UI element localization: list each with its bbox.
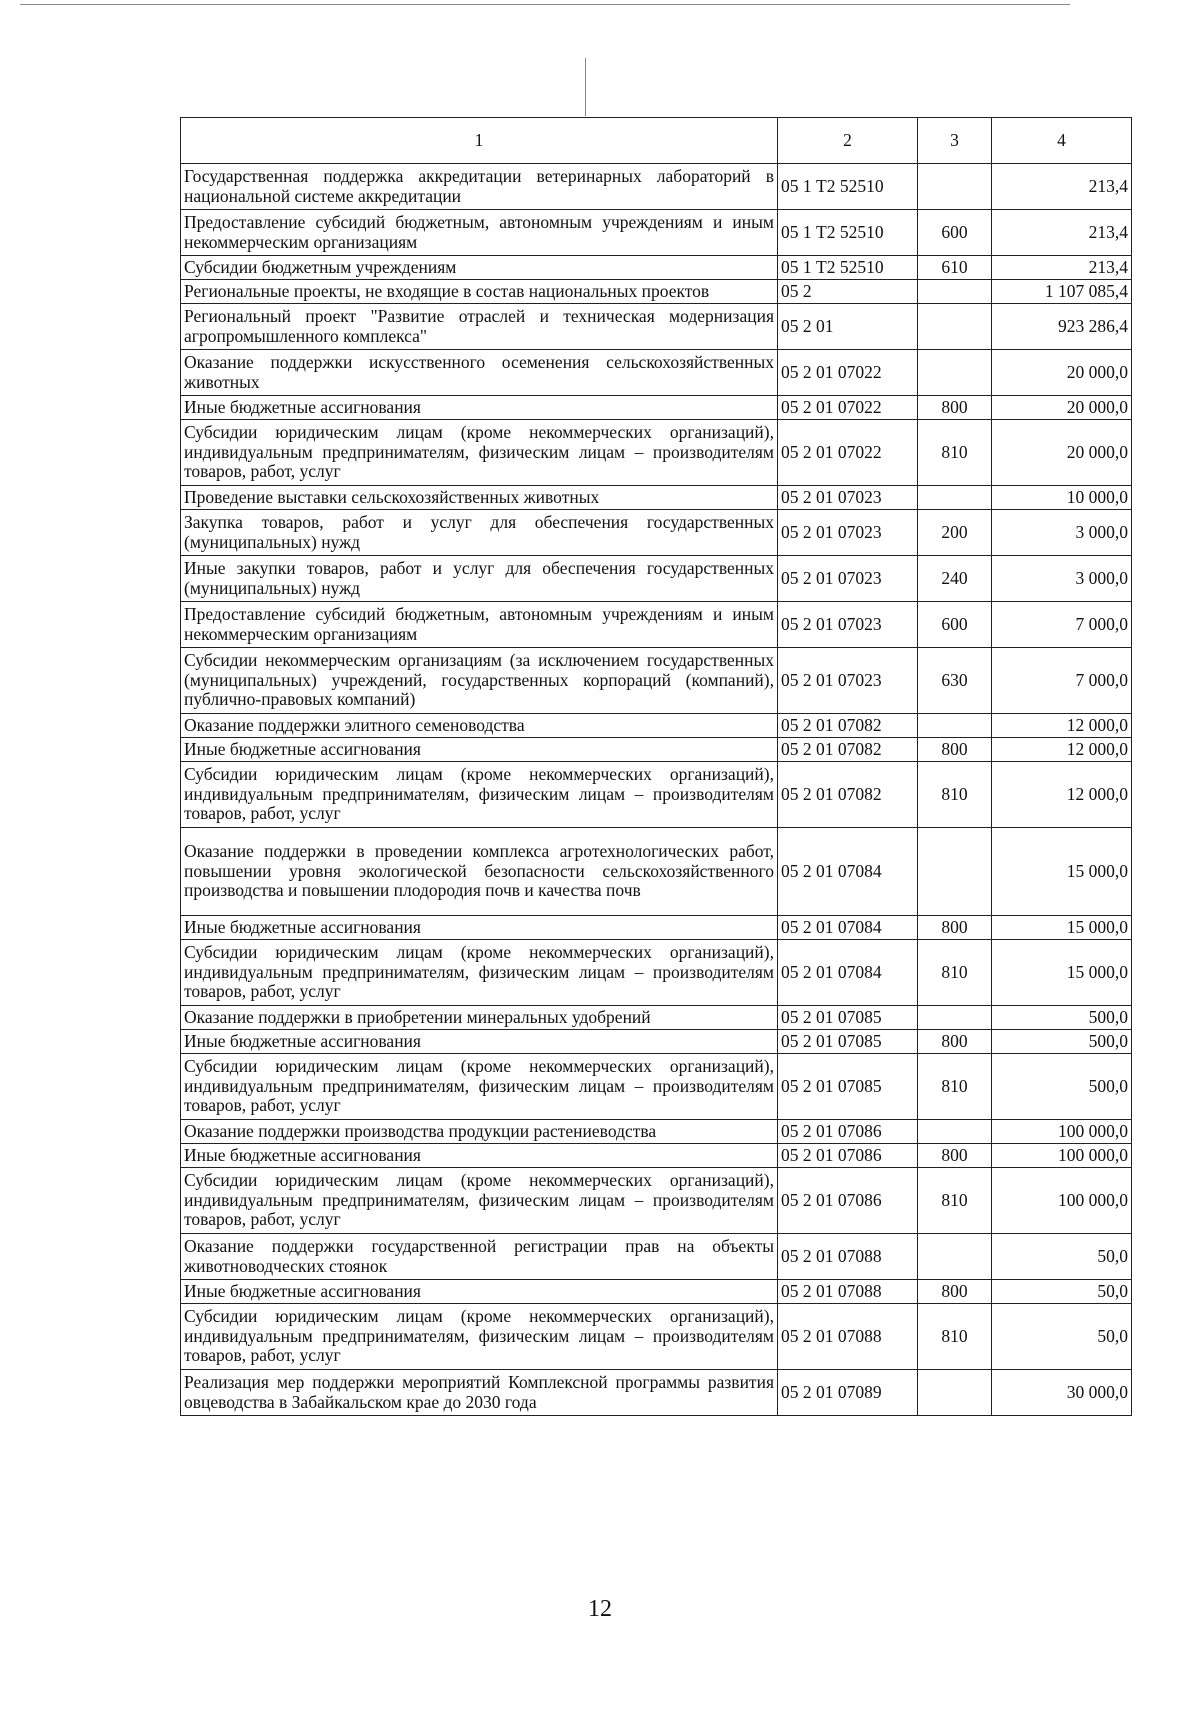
row-code-cell: 05 1 Т2 52510 xyxy=(778,256,918,280)
row-amount-cell: 1 107 085,4 xyxy=(992,280,1132,304)
row-type-cell xyxy=(918,714,992,738)
row-type-cell: 810 xyxy=(918,420,992,486)
row-name-cell: Субсидии юридическим лицам (кроме некоммерческих организаций), индивидуальным предпринимателям, физическим лицам – производителям товаров, работ, услуг xyxy=(181,762,778,828)
row-name-cell: Оказание поддержки искусственного осеменения сельскохозяйственных животных xyxy=(181,350,778,396)
table-row xyxy=(181,1006,1132,1030)
row-amount-cell: 12 000,0 xyxy=(992,714,1132,738)
row-name-cell: Субсидии юридическим лицам (кроме некоммерческих организаций), индивидуальным предпринимателям, физическим лицам – производителям товаров, работ, услуг xyxy=(181,1168,778,1234)
row-type-cell: 600 xyxy=(918,602,992,648)
row-code-cell: 05 2 01 07022 xyxy=(778,350,918,396)
table-row xyxy=(181,1370,1132,1416)
row-name-cell: Оказание поддержки производства продукции растениеводства xyxy=(181,1120,778,1144)
row-amount-cell: 50,0 xyxy=(992,1280,1132,1304)
table-row xyxy=(181,210,1132,256)
page-number: 12 xyxy=(588,1596,612,1622)
row-amount-cell: 7 000,0 xyxy=(992,602,1132,648)
row-code-cell: 05 2 01 07084 xyxy=(778,916,918,940)
row-type-cell xyxy=(918,164,992,210)
column-header-2: 2 xyxy=(778,118,918,164)
row-name-cell: Государственная поддержка аккредитации ветеринарных лабораторий в национальной системе аккредитации xyxy=(181,164,778,210)
row-amount-cell: 15 000,0 xyxy=(992,828,1132,916)
row-code-cell: 05 2 01 07088 xyxy=(778,1304,918,1370)
row-amount-cell: 20 000,0 xyxy=(992,396,1132,420)
table-row xyxy=(181,602,1132,648)
row-type-cell: 810 xyxy=(918,1168,992,1234)
row-code-cell: 05 2 01 07023 xyxy=(778,510,918,556)
row-type-cell: 810 xyxy=(918,940,992,1006)
row-name-cell: Оказание поддержки государственной регистрации прав на объекты животноводческих стоянок xyxy=(181,1234,778,1280)
row-amount-cell: 100 000,0 xyxy=(992,1144,1132,1168)
row-type-cell: 630 xyxy=(918,648,992,714)
row-amount-cell: 500,0 xyxy=(992,1054,1132,1120)
table-row xyxy=(181,1054,1132,1120)
row-code-cell: 05 2 01 07082 xyxy=(778,762,918,828)
row-name-cell: Предоставление субсидий бюджетным, автономным учреждениям и иным некоммерческим организациям xyxy=(181,602,778,648)
row-type-cell: 810 xyxy=(918,762,992,828)
table-row xyxy=(181,940,1132,1006)
row-name-cell: Оказание поддержки элитного семеноводства xyxy=(181,714,778,738)
scan-artifact-vertical xyxy=(585,58,586,116)
row-amount-cell: 20 000,0 xyxy=(992,350,1132,396)
row-type-cell xyxy=(918,280,992,304)
row-code-cell: 05 2 xyxy=(778,280,918,304)
table-row xyxy=(181,1168,1132,1234)
table-row xyxy=(181,1030,1132,1054)
table-row xyxy=(181,648,1132,714)
row-amount-cell: 50,0 xyxy=(992,1234,1132,1280)
row-code-cell: 05 2 01 07084 xyxy=(778,940,918,1006)
table-row xyxy=(181,396,1132,420)
row-type-cell xyxy=(918,1120,992,1144)
row-code-cell: 05 1 Т2 52510 xyxy=(778,164,918,210)
row-code-cell: 05 2 01 07084 xyxy=(778,828,918,916)
row-type-cell: 800 xyxy=(918,1144,992,1168)
row-amount-cell: 500,0 xyxy=(992,1030,1132,1054)
row-name-cell: Иные бюджетные ассигнования xyxy=(181,1280,778,1304)
row-name-cell: Предоставление субсидий бюджетным, автономным учреждениям и иным некоммерческим организациям xyxy=(181,210,778,256)
row-name-cell: Иные бюджетные ассигнования xyxy=(181,916,778,940)
row-amount-cell: 213,4 xyxy=(992,256,1132,280)
row-code-cell: 05 2 01 xyxy=(778,304,918,350)
row-name-cell: Субсидии бюджетным учреждениям xyxy=(181,256,778,280)
row-name-cell: Оказание поддержки в приобретении минеральных удобрений xyxy=(181,1006,778,1030)
row-name-cell: Закупка товаров, работ и услуг для обеспечения государственных (муниципальных) нужд xyxy=(181,510,778,556)
table-row xyxy=(181,1144,1132,1168)
table-row xyxy=(181,1234,1132,1280)
table-row xyxy=(181,762,1132,828)
table-row xyxy=(181,256,1132,280)
table-row xyxy=(181,1304,1132,1370)
row-amount-cell: 30 000,0 xyxy=(992,1370,1132,1416)
row-code-cell: 05 2 01 07023 xyxy=(778,648,918,714)
row-code-cell: 05 2 01 07023 xyxy=(778,556,918,602)
row-amount-cell: 20 000,0 xyxy=(992,420,1132,486)
row-type-cell xyxy=(918,304,992,350)
row-name-cell: Иные бюджетные ассигнования xyxy=(181,738,778,762)
row-amount-cell: 3 000,0 xyxy=(992,510,1132,556)
row-name-cell: Проведение выставки сельскохозяйственных животных xyxy=(181,486,778,510)
table-body xyxy=(181,118,1132,1416)
row-name-cell: Региональный проект "Развитие отраслей и техническая модернизация агропромышленного комплекса" xyxy=(181,304,778,350)
row-type-cell xyxy=(918,486,992,510)
row-amount-cell: 7 000,0 xyxy=(992,648,1132,714)
row-amount-cell: 213,4 xyxy=(992,164,1132,210)
row-amount-cell: 15 000,0 xyxy=(992,940,1132,1006)
row-type-cell: 800 xyxy=(918,916,992,940)
row-name-cell: Субсидии юридическим лицам (кроме некоммерческих организаций), индивидуальным предпринимателям, физическим лицам – производителям товаров, работ, услуг xyxy=(181,1304,778,1370)
table-row xyxy=(181,420,1132,486)
row-code-cell: 05 2 01 07085 xyxy=(778,1006,918,1030)
row-name-cell: Субсидии юридическим лицам (кроме некоммерческих организаций), индивидуальным предпринимателям, физическим лицам – производителям товаров, работ, услуг xyxy=(181,940,778,1006)
row-type-cell xyxy=(918,1006,992,1030)
table-row xyxy=(181,486,1132,510)
row-type-cell: 800 xyxy=(918,396,992,420)
row-amount-cell: 923 286,4 xyxy=(992,304,1132,350)
row-name-cell: Иные бюджетные ассигнования xyxy=(181,1144,778,1168)
row-amount-cell: 100 000,0 xyxy=(992,1168,1132,1234)
budget-table xyxy=(180,117,1132,1416)
row-amount-cell: 15 000,0 xyxy=(992,916,1132,940)
row-type-cell: 240 xyxy=(918,556,992,602)
row-code-cell: 05 2 01 07086 xyxy=(778,1144,918,1168)
row-name-cell: Оказание поддержки в проведении комплекса агротехнологических работ, повышении уровня экологической безопасности сельскохозяйственного производства и повышении плодородия почв и качества почв xyxy=(181,828,778,916)
row-code-cell: 05 2 01 07086 xyxy=(778,1168,918,1234)
row-type-cell: 800 xyxy=(918,1280,992,1304)
row-amount-cell: 100 000,0 xyxy=(992,1120,1132,1144)
table-row xyxy=(181,738,1132,762)
table-row xyxy=(181,916,1132,940)
row-type-cell: 810 xyxy=(918,1054,992,1120)
table-row xyxy=(181,556,1132,602)
row-type-cell xyxy=(918,828,992,916)
row-code-cell: 05 2 01 07088 xyxy=(778,1234,918,1280)
row-amount-cell: 10 000,0 xyxy=(992,486,1132,510)
table-row xyxy=(181,1280,1132,1304)
row-code-cell: 05 2 01 07088 xyxy=(778,1280,918,1304)
scan-artifact-top xyxy=(20,4,1070,5)
row-code-cell: 05 2 01 07022 xyxy=(778,396,918,420)
row-type-cell: 810 xyxy=(918,1304,992,1370)
row-code-cell: 05 1 Т2 52510 xyxy=(778,210,918,256)
row-type-cell: 800 xyxy=(918,1030,992,1054)
row-code-cell: 05 2 01 07082 xyxy=(778,738,918,762)
column-header-4: 4 xyxy=(992,118,1132,164)
row-code-cell: 05 2 01 07082 xyxy=(778,714,918,738)
row-name-cell: Региональные проекты, не входящие в состав национальных проектов xyxy=(181,280,778,304)
table-row xyxy=(181,828,1132,916)
row-name-cell: Иные бюджетные ассигнования xyxy=(181,396,778,420)
table-row xyxy=(181,350,1132,396)
row-amount-cell: 50,0 xyxy=(992,1304,1132,1370)
table-row xyxy=(181,510,1132,556)
row-type-cell: 800 xyxy=(918,738,992,762)
row-code-cell: 05 2 01 07085 xyxy=(778,1054,918,1120)
row-name-cell: Субсидии некоммерческим организациям (за исключением государственных (муниципальных) учреждений, государственных корпораций (компаний), публично-правовых компаний) xyxy=(181,648,778,714)
row-code-cell: 05 2 01 07023 xyxy=(778,602,918,648)
row-type-cell xyxy=(918,1370,992,1416)
column-header-3: 3 xyxy=(918,118,992,164)
row-amount-cell: 500,0 xyxy=(992,1006,1132,1030)
row-amount-cell: 213,4 xyxy=(992,210,1132,256)
table-row xyxy=(181,280,1132,304)
table-row xyxy=(181,714,1132,738)
table-row xyxy=(181,304,1132,350)
row-code-cell: 05 2 01 07085 xyxy=(778,1030,918,1054)
row-type-cell xyxy=(918,350,992,396)
row-amount-cell: 12 000,0 xyxy=(992,762,1132,828)
row-name-cell: Реализация мер поддержки мероприятий Комплексной программы развития овцеводства в Забайкальском крае до 2030 года xyxy=(181,1370,778,1416)
row-code-cell: 05 2 01 07086 xyxy=(778,1120,918,1144)
row-code-cell: 05 2 01 07089 xyxy=(778,1370,918,1416)
table-header-row xyxy=(181,118,1132,164)
row-name-cell: Субсидии юридическим лицам (кроме некоммерческих организаций), индивидуальным предпринимателям, физическим лицам – производителям товаров, работ, услуг xyxy=(181,1054,778,1120)
table-row xyxy=(181,1120,1132,1144)
row-type-cell xyxy=(918,1234,992,1280)
row-code-cell: 05 2 01 07023 xyxy=(778,486,918,510)
row-name-cell: Иные закупки товаров, работ и услуг для обеспечения государственных (муниципальных) нужд xyxy=(181,556,778,602)
row-type-cell: 610 xyxy=(918,256,992,280)
row-type-cell: 200 xyxy=(918,510,992,556)
row-name-cell: Субсидии юридическим лицам (кроме некоммерческих организаций), индивидуальным предпринимателям, физическим лицам – производителям товаров, работ, услуг xyxy=(181,420,778,486)
row-type-cell: 600 xyxy=(918,210,992,256)
row-amount-cell: 3 000,0 xyxy=(992,556,1132,602)
row-name-cell: Иные бюджетные ассигнования xyxy=(181,1030,778,1054)
column-header-1: 1 xyxy=(181,118,778,164)
row-amount-cell: 12 000,0 xyxy=(992,738,1132,762)
table-row xyxy=(181,164,1132,210)
row-code-cell: 05 2 01 07022 xyxy=(778,420,918,486)
